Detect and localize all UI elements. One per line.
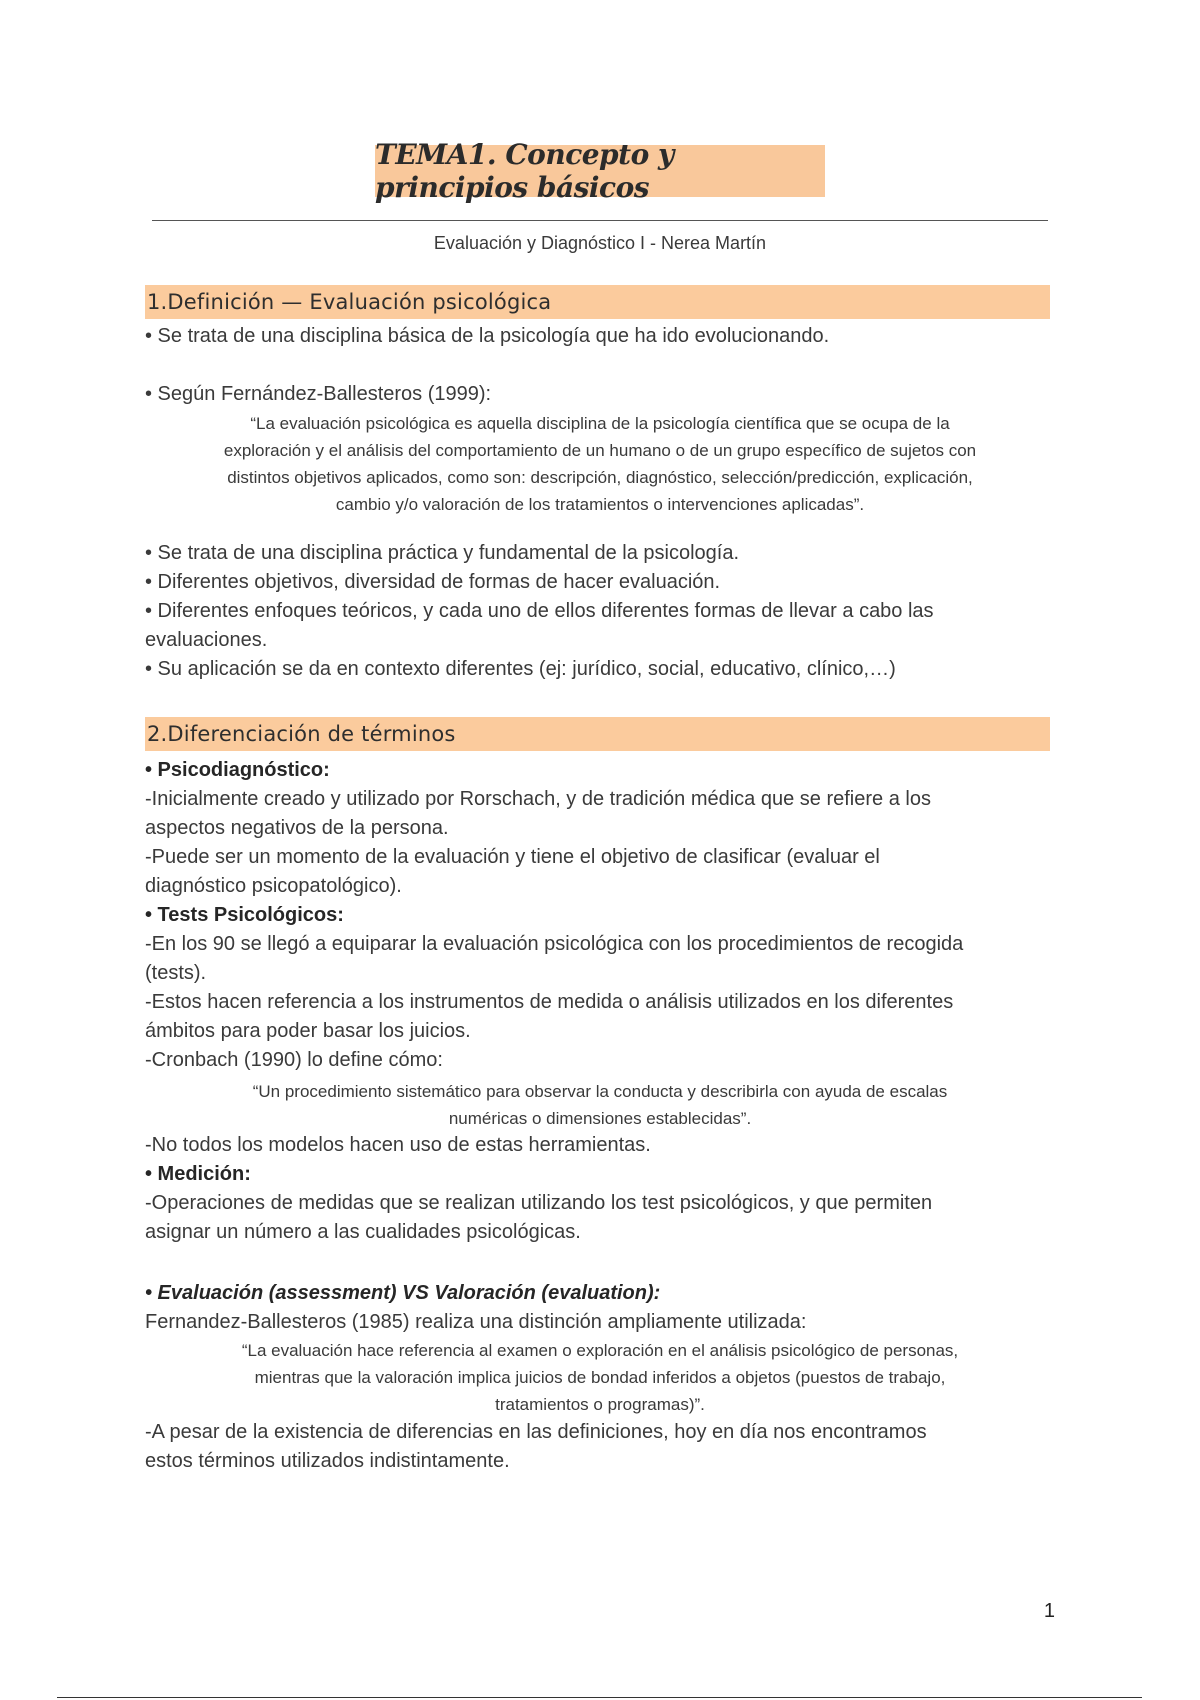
body-line: estos términos utilizados indistintamente.: [145, 1450, 510, 1472]
section1-intro: [145, 322, 1050, 351]
body-line: -Cronbach (1990) lo define cómo:: [145, 1049, 443, 1071]
quote-line: tratamientos o programas)”.: [495, 1395, 705, 1414]
assessment-conclusion: [145, 1418, 1050, 1476]
body-line: -Estos hacen referencia a los instrumentos de medida o análisis utilizados en los diferentes: [145, 991, 954, 1013]
bullet-text: • Se trata de una disciplina básica de la psicología que ha ido evolucionando.: [145, 325, 830, 347]
term-label: • Tests Psicológicos:: [145, 904, 344, 926]
quote-cronbach-1990: [150, 1078, 1050, 1132]
body-line: -Puede ser un momento de la evaluación y tiene el objetivo de clasificar (evaluar el: [145, 846, 880, 868]
document-subtitle: Evaluación y Diagnóstico I - Nerea Martín: [433, 233, 767, 253]
body-line: diagnóstico psicopatológico).: [145, 875, 402, 897]
bullet-text: • Diferentes enfoques teóricos, y cada uno de ellos diferentes formas de llevar a cabo las: [145, 600, 934, 622]
bullet-text: • Diferentes objetivos, diversidad de formas de hacer evaluación.: [145, 571, 721, 593]
page-title: TEMA1. Concepto y principios básicos: [375, 138, 674, 204]
body-line: asignar un número a las cualidades psicológicas.: [145, 1221, 581, 1243]
quote-fernandez-1999: [150, 410, 1050, 518]
body-line: -En los 90 se llegó a equiparar la evaluación psicológica con los procedimientos de recogida: [145, 933, 964, 955]
quote-line: “La evaluación hace referencia al examen o exploración en el análisis psicológico de personas,: [241, 1341, 959, 1360]
body-line: ámbitos para poder basar los juicios.: [145, 1020, 471, 1042]
bullet-text: • Se trata de una disciplina práctica y fundamental de la psicología.: [145, 542, 740, 564]
section1-bullets: [145, 539, 1050, 684]
quote-line: “Un procedimiento sistemático para observar la conducta y describirla con ayuda de escalas: [252, 1082, 948, 1101]
title-highlight: [375, 138, 825, 204]
title-divider: [152, 220, 1048, 221]
term-label: • Medición:: [145, 1163, 251, 1185]
body-line: -A pesar de la existencia de diferencias en las definiciones, hoy en día nos encontramos: [145, 1421, 927, 1443]
page-number: 1: [1043, 1600, 1055, 1622]
body-line: -Operaciones de medidas que se realizan utilizando los test psicológicos, y que permiten: [145, 1192, 933, 1214]
section1-citation: [145, 380, 1050, 409]
section-heading-text: 2.Diferenciación de términos: [147, 722, 456, 746]
assessment-block: [145, 1279, 1050, 1337]
bullet-text: evaluaciones.: [145, 629, 268, 651]
quote-line: cambio y/o valoración de los tratamientos o intervenciones aplicadas”.: [335, 495, 865, 514]
quote-line: numéricas o dimensiones establecidas”.: [448, 1109, 752, 1128]
body-line: -Inicialmente creado y utilizado por Rorschach, y de tradición médica que se refiere a los: [145, 788, 931, 810]
quote-fernandez-1985: [150, 1337, 1050, 1418]
bullet-text: • Su aplicación se da en contexto diferentes (ej: jurídico, social, educativo, clínico,…): [145, 658, 896, 680]
body-line: (tests).: [145, 962, 207, 984]
medicion-block: [145, 1131, 1050, 1247]
body-line: aspectos negativos de la persona.: [145, 817, 449, 839]
section-heading-definicion: [145, 285, 1050, 319]
quote-line: exploración y el análisis del comportamiento de un humano o de un grupo específico de sujetos con: [223, 441, 977, 460]
quote-line: mientras que la valoración implica juicios de bondad inferidos a objetos (puestos de trabajo,: [254, 1368, 946, 1387]
quote-line: “La evaluación psicológica es aquella disciplina de la psicología científica que se ocupa de la: [250, 414, 950, 433]
term-label: • Evaluación (assessment) VS Valoración (evaluation):: [145, 1282, 661, 1304]
section-heading-text: 1.Definición — Evaluación psicológica: [147, 290, 552, 314]
psicodiagnostico-block: [145, 756, 1050, 1075]
term-label: • Psicodiagnóstico:: [145, 759, 330, 781]
body-line: -No todos los modelos hacen uso de estas herramientas.: [145, 1134, 651, 1156]
body-line: Fernandez-Ballesteros (1985) realiza una distinción ampliamente utilizada:: [145, 1311, 807, 1333]
bullet-text: • Según Fernández-Ballesteros (1999):: [145, 383, 492, 405]
section-heading-diferenciacion: [145, 717, 1050, 751]
page-bottom-rule: [57, 1697, 1142, 1698]
quote-line: distintos objetivos aplicados, como son: descripción, diagnóstico, selección/predicción, explicación,: [227, 468, 973, 487]
